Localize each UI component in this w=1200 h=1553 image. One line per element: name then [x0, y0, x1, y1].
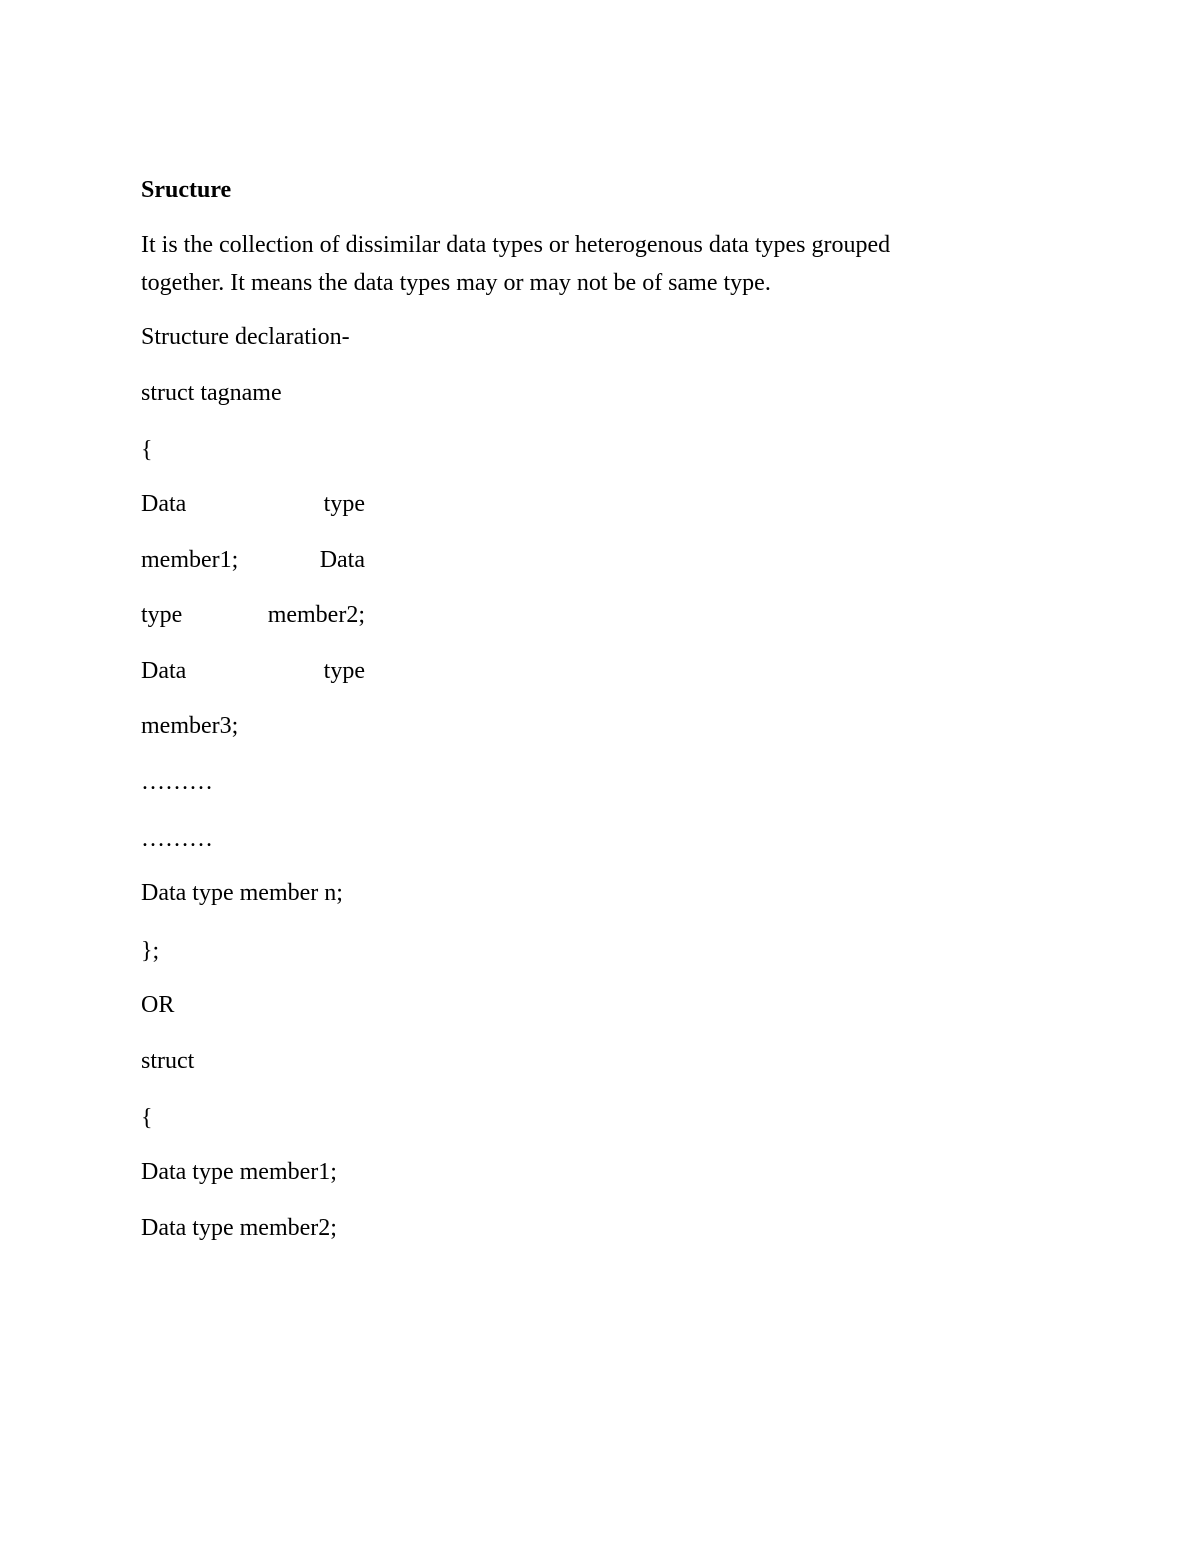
ellipsis-line-2: ……… — [141, 826, 213, 852]
open-brace-line-2: { — [141, 1105, 153, 1131]
code-row-3 — [141, 600, 365, 630]
struct-line: struct — [141, 1048, 195, 1074]
intro-text-line-2: together. It means the data types may or may not be of same type. — [141, 270, 771, 296]
code-row-2-left: member1; — [141, 547, 239, 573]
code-row-1-left: Data — [141, 491, 187, 517]
intro-text-line-1: It is the collection of dissimilar data types or heterogenous data types grouped — [141, 232, 891, 258]
code-row-4-right: type — [323, 658, 365, 684]
declaration-heading: Structure declaration- — [141, 324, 350, 350]
ellipsis-line-1: ……… — [141, 769, 213, 795]
member2-line: Data type member2; — [141, 1215, 337, 1241]
member-n-line: Data type member n; — [141, 880, 343, 906]
code-row-4 — [141, 656, 365, 686]
code-row-3-left: type — [141, 602, 183, 628]
member3-line: member3; — [141, 713, 239, 739]
code-row-1-right: type — [323, 491, 365, 517]
code-row-3-right: member2; — [267, 602, 365, 628]
open-brace-line: { — [141, 437, 153, 463]
section-title: Sructure — [141, 177, 232, 203]
code-row-4-left: Data — [141, 658, 187, 684]
member1-line: Data type member1; — [141, 1159, 337, 1185]
or-line: OR — [141, 992, 175, 1018]
struct-tagname-line: struct tagname — [141, 380, 282, 406]
code-row-1 — [141, 489, 365, 519]
code-row-2 — [141, 545, 365, 575]
close-brace-line: }; — [141, 938, 160, 964]
code-row-2-right: Data — [319, 547, 365, 573]
